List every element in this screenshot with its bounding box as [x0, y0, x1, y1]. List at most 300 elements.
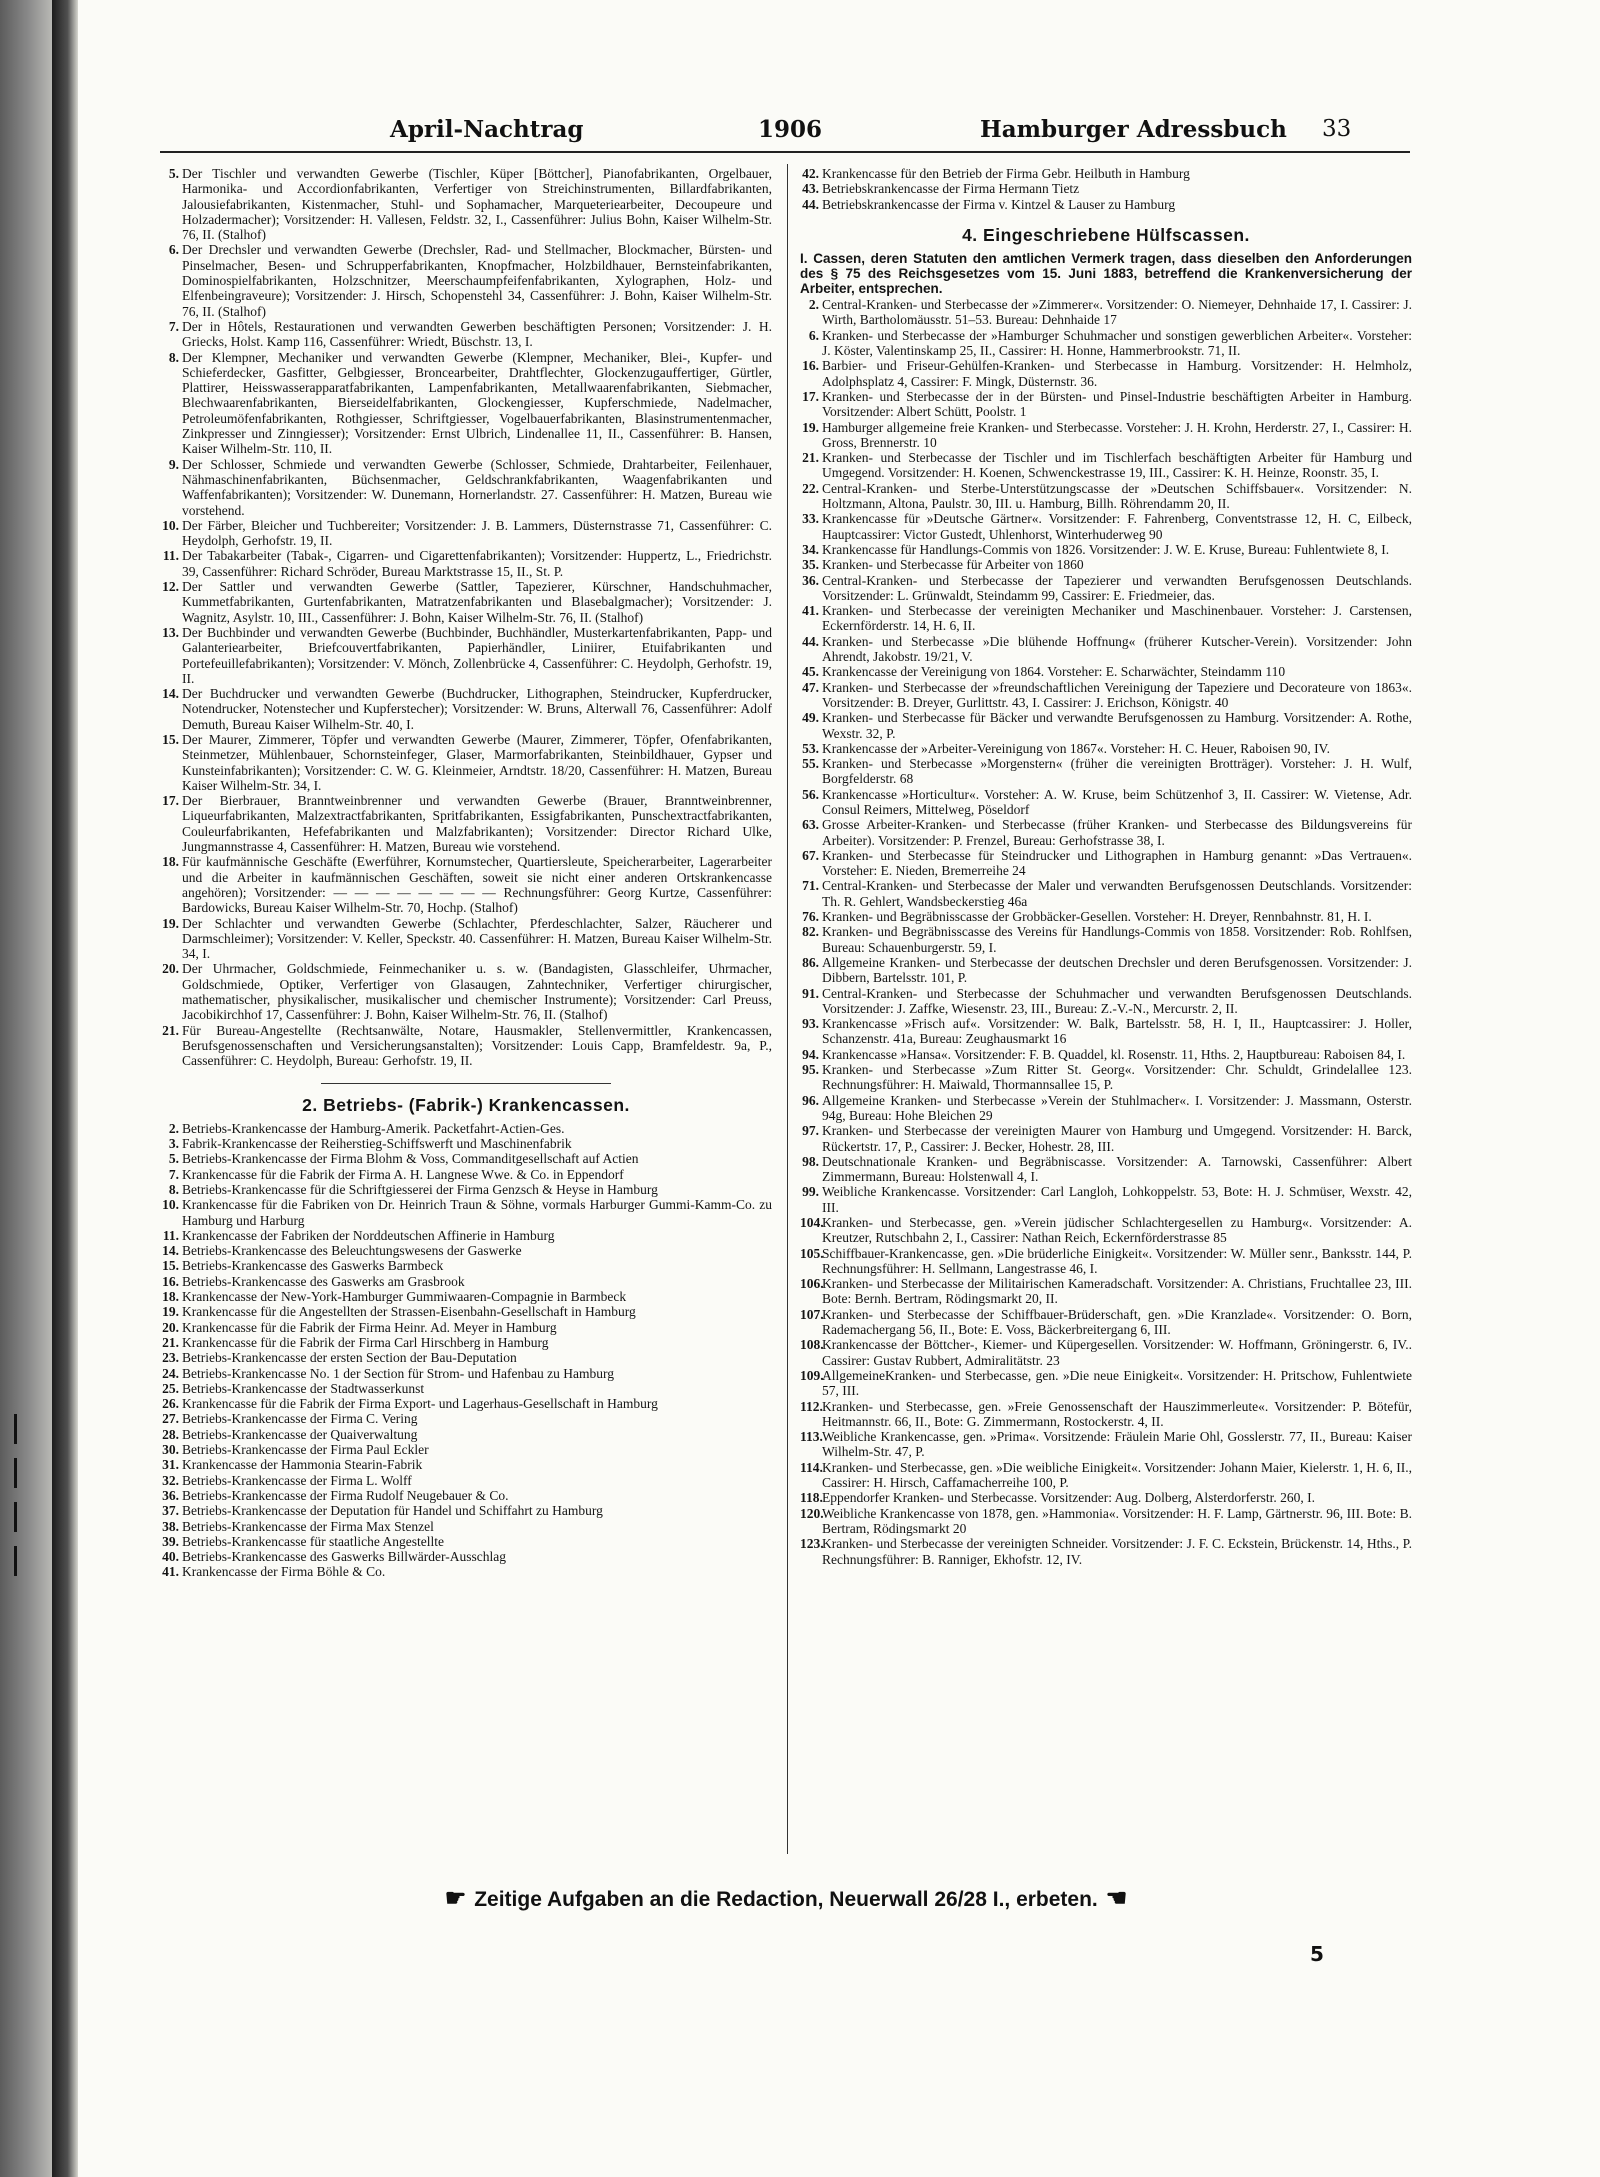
- entry-number: 120.: [800, 1505, 824, 1521]
- list-item: [160, 350, 772, 457]
- list-item: [800, 481, 1412, 512]
- entry-text: Krankencasse der Fabriken der Norddeutschen Affinerie in Hamburg: [182, 1227, 555, 1243]
- list-item: [160, 732, 772, 793]
- entry-text: Central-Kranken- und Sterbecasse der Tapezierer und verwandten Berufsgenossen Deutschlands. Vorsitzender: L. Grünwaldt, Steindamm 99, Cassirer: E. Friedmeier, das.: [822, 572, 1412, 603]
- entry-text: Für Bureau-Angestellte (Rechtsanwälte, Notare, Hausmakler, Stellenvermittler, Krankencassen, Berufsgenossenschaften und Versicherungsanstalten); Vorsitzender: Louis Capp, Bramfeldestr. 9a, P., Cassenführer: C. Heydolph, Bureau: Gerhofstr. 19, II.: [182, 1022, 772, 1069]
- list-item: [160, 1136, 772, 1151]
- entry-number: 37.: [162, 1503, 179, 1519]
- list-item: [160, 1473, 772, 1488]
- list-item: [800, 878, 1412, 909]
- entry-number: 20.: [162, 1319, 179, 1335]
- list-item: [800, 573, 1412, 604]
- list-item: [160, 242, 772, 318]
- entry-number: 14.: [162, 686, 179, 702]
- entry-text: Betriebskrankencasse der Firma v. Kintzel & Lauser zu Hamburg: [822, 196, 1176, 212]
- entry-text: Grosse Arbeiter-Kranken- und Sterbecasse (früher Kranken- und Sterbecasse des Bildungsvereins für Arbeiter). Vorsitzender: P. Frenzel, Bureau: Gerhofstrasse 38, I.: [822, 817, 1412, 848]
- list-item: [160, 1442, 772, 1457]
- entry-text: Krankencasse »Horticultur«. Vorsteher: A. W. Kruse, beim Schützenhof 3, II. Cassirer: W. Vietense, Adr. Consul Reimers, Mittelweg, Pöseldorf: [822, 786, 1412, 817]
- entry-number: 38.: [162, 1518, 179, 1534]
- section-4-title: 4. Eingeschriebene Hülfscassen.: [962, 224, 1250, 245]
- entry-text: Krankencasse »Frisch auf«. Vorsitzender: W. Balk, Bartelsstr. 58, H. I, II., Hauptcassirer: J. Holler, Schanzenstr. 41a, Bureau: Zeughausmarkt 16: [822, 1016, 1412, 1047]
- list-item: [800, 986, 1412, 1017]
- entry-text: Weibliche Krankencasse. Vorsitzender: Carl Langloh, Lohkoppelstr. 53, Bote: H. J. Schmüser, Wexstr. 42, III.: [822, 1184, 1412, 1215]
- entry-number: 42.: [802, 166, 819, 181]
- list-item: [800, 1062, 1412, 1093]
- entry-number: 2.: [168, 1120, 179, 1136]
- entry-number: 21.: [162, 1334, 179, 1350]
- entry-text: Kranken- und Sterbecasse, gen. »Verein jüdischer Schlachtergesellen zu Hamburg«. Vorsitzender: A. Kreutzer, Rutschbahn 2, I., Cassirer: Nathan Reich, Eckernförderstrasse 85: [822, 1215, 1412, 1246]
- entry-number: 49.: [802, 710, 819, 726]
- entry-number: 39.: [162, 1533, 179, 1549]
- entry-number: 6.: [168, 242, 179, 258]
- list-item: [800, 389, 1412, 420]
- list-item: [800, 787, 1412, 818]
- list-item: [160, 319, 772, 350]
- list-item: [800, 197, 1412, 212]
- entry-text: Krankencasse der Böttcher-, Kiemer- und Küpergesellen. Vorsitzender: W. Hoffmann, Gröningerstr. 6, IV.. Cassirer: Gustav Rubbert, Admiralitätstr. 23: [822, 1337, 1412, 1368]
- entry-number: 12.: [162, 579, 179, 595]
- entry-text: Kranken- und Sterbecasse, gen. »Freie Genossenschaft der Hauszimmerleute«. Vorsitzender: P. Bötefür, Heitmannstr. 66, II., Bote: G. Zimmermann, Rostockerstr. 4, II.: [822, 1398, 1412, 1429]
- entry-number: 14.: [162, 1243, 179, 1259]
- list-item: [800, 710, 1412, 741]
- entry-text: Weibliche Krankencasse von 1878, gen. »Hammonia«. Vorsitzender: H. F. Lamp, Gärtnerstr. 96, III. Bote: B. Bertram, Rödingsmarkt 20: [822, 1505, 1412, 1536]
- list-item: [800, 542, 1412, 557]
- entry-text: Krankencasse für die Fabrik der Firma A. H. Langnese Wwe. & Co. in Eppendorf: [182, 1166, 624, 1182]
- list-item: [160, 1519, 772, 1534]
- entry-text: Kranken- und Begräbnisscasse des Vereins für Handlungs-Commis von 1858. Vorsitzender: Rob. Rohlfsen, Bureau: Schauenburgerstr. 59, I.: [822, 924, 1412, 955]
- entry-text: Allgemeine Kranken- und Sterbecasse »Verein der Stuhlmacher«. I. Vorsitzender: J. Massmann, Osterstr. 94g, Bureau: Hohe Bleichen 29: [822, 1092, 1412, 1123]
- entry-number: 55.: [802, 756, 819, 772]
- list-item: [800, 817, 1412, 848]
- list-item: [800, 1506, 1412, 1537]
- entry-number: 27.: [162, 1411, 179, 1427]
- entry-text: Kranken- und Sterbecasse für Bäcker und verwandte Berufsgenossen zu Hamburg. Vorsitzender: A. Rothe, Wexstr. 32, P.: [822, 710, 1412, 741]
- entry-number: 5.: [168, 1151, 179, 1167]
- column-divider: [787, 164, 788, 1854]
- entry-number: 15.: [162, 1258, 179, 1274]
- entry-text: Krankencasse für die Fabrik der Firma Heinr. Ad. Meyer in Hamburg: [182, 1319, 557, 1335]
- entry-number: 53.: [802, 740, 819, 756]
- entry-text: Betriebskrankencasse der Firma Hermann Tietz: [822, 181, 1080, 197]
- entry-text: Central-Kranken- und Sterbecasse der »Zimmerer«. Vorsitzender: O. Niemeyer, Dehnhaide 17, I. Cassirer: J. Wirth, Bartholomäusstr. 51–53. Bureau: Dehnhaide 17: [822, 297, 1412, 328]
- right-column: [800, 166, 1412, 1567]
- entry-text: Central-Kranken- und Sterbecasse der Schuhmacher und verwandten Berufsgenossen Deutschlands. Vorsitzender: J. Zaffke, Wiesenstr. 23, III., Bureau: Z.-V.-N., Mercurstr. 2, II.: [822, 985, 1412, 1016]
- entry-number: 6.: [808, 327, 819, 343]
- entry-text: Betriebs-Krankencasse für die Schriftgiesserei der Firma Genzsch & Heyse in Hamburg: [182, 1182, 658, 1197]
- list-item: [800, 1016, 1412, 1047]
- list-item: [800, 557, 1412, 572]
- list-item: [160, 1274, 772, 1289]
- list-item: [160, 1396, 772, 1411]
- entry-text: Central-Kranken- und Sterbecasse der Maler und verwandten Berufsgenossen Deutschlands. Vorsitzender: Th. R. Gehlert, Wandsbeckerstieg 46a: [822, 878, 1412, 909]
- entry-number: 105.: [800, 1245, 824, 1261]
- entry-number: 63.: [802, 817, 819, 833]
- list-item: [160, 1228, 772, 1243]
- list-item: [160, 166, 772, 242]
- entry-number: 19.: [162, 915, 179, 931]
- entry-number: 34.: [802, 541, 819, 557]
- entry-number: 91.: [802, 985, 819, 1001]
- entry-text: Krankencasse der Firma Böhle & Co.: [182, 1564, 386, 1580]
- entry-text: Kranken- und Sterbecasse der Schiffbauer-Brüderschaft, gen. »Die Kranzlade«. Vorsitzender: O. Born, Rademachergang 56, II., Bote: E. Voss, Bäckerbreitergang 6, III.: [822, 1306, 1412, 1338]
- entry-text: Der Maurer, Zimmerer, Töpfer und verwandten Gewerbe (Maurer, Zimmerer, Töpfer, Ofenfabrikanten, Steinmetzer, Mühlenbauer, Schornsteinfeger, Glaser, Marmorfabrikanten, Steinbildhauer, Gypser und Kunsteinfabrikanten); Vorsitzender: C. W. G. Kleinmeier, Arndtstr. 18/20, Cassenführer: H. Matzen, Bureau Kaiser Wilhelm-Str. 34, I.: [182, 731, 772, 793]
- entry-text: Kranken- und Sterbecasse der vereinigten Maurer von Hamburg und Umgegend. Vorsitzender: H. Barck, Rückertstr. 17, P., Cassirer: J. Becker, Hohestr. 28, III.: [822, 1123, 1412, 1154]
- scan-marks: [10, 1400, 30, 1800]
- entry-text: Der Uhrmacher, Goldschmiede, Feinmechaniker u. s. w. (Bandagisten, Glasschleifer, Uhrmacher, Goldschmiede, Optiker, Verfertiger von Glasaugen, Zahntechniker, Verfertiger chirurgischer, mathematischer, physikalischer, musikalischer und chemischer Instrumente); Vorsitzender: Carl Preuss, Jacobikirchhof 17, Cassenführer: J. Bohn, Kaiser Wilhelm-Str. 76, II. (Stalhof): [182, 961, 772, 1023]
- list-item: [160, 686, 772, 732]
- footer-notice: Zeitige Aufgaben an die Redaction, Neuerwall 26/28 I., erbeten.: [474, 1888, 1098, 1911]
- entry-text: Kranken- und Sterbecasse der »freundschaftlichen Vereinigung der Tapeziere und Decorateure von 1863«. Vorsitzender: B. Dreyer, Gurlittstr. 43, I. Cassirer: J. Erichson, Königstr. 40: [822, 679, 1412, 710]
- list-item: [800, 1184, 1412, 1215]
- entry-text: Der Färber, Bleicher und Tuchbereiter; Vorsitzender: J. B. Lammers, Düsternstrasse 71, Cassenführer: C. Heydolph, Gerhofstr. 19, II.: [182, 517, 772, 549]
- book-binding: [52, 0, 78, 2177]
- page-number: 33: [1322, 116, 1352, 142]
- entry-number: 30.: [162, 1442, 179, 1458]
- list-item: [160, 1243, 772, 1258]
- entry-number: 32.: [162, 1472, 179, 1488]
- list-item: [160, 1564, 772, 1579]
- huelfscassen-list: [800, 297, 1412, 1567]
- entry-number: 106.: [800, 1276, 824, 1292]
- list-item: [800, 420, 1412, 451]
- entry-text: Kranken- und Sterbecasse »Zum Ritter St. Georg«. Vorsitzender: Chr. Schuldt, Grindelallee 123. Rechnungsführer: H. Maiwald, Thormannsallee 15, P.: [822, 1062, 1412, 1093]
- entry-text: Der Schlosser, Schmiede und verwandten Gewerbe (Schlosser, Schmiede, Drahtarbeiter, Feilenhauer, Nähmaschinenfabrikanten, Büchsenmacher, Geldschrankfabrikanten, Waagenfabrikanten und Waffenfabrikanten); Vorsitzender: W. Dunemann, Hornerlandstr. 27. Cassenführer: H. Matzen, Bureau wie vorstehend.: [182, 456, 772, 518]
- list-item: [800, 1429, 1412, 1460]
- list-item: [800, 1093, 1412, 1124]
- list-item: [160, 1549, 772, 1564]
- list-item: [800, 1337, 1412, 1368]
- entry-text: Kranken- und Sterbecasse »Die blühende Hoffnung« (früherer Kutscher-Verein). Vorsitzender: John Ahrendt, Jakobstr. 19/21, V.: [822, 633, 1412, 665]
- entry-text: Betriebs-Krankencasse der Firma C. Vering: [182, 1411, 418, 1427]
- list-item: [160, 1457, 772, 1472]
- entry-text: Der Drechsler und verwandten Gewerbe (Drechsler, Rad- und Stellmacher, Blockmacher, Bürsten- und Pinselmacher, Besen- und Schrupperfabrikanten, Knopfmacher, Holzbildhauer, Bernsteinfabrikanten, Dominospielfabrikanten, Holzschnitzer, Meerschaumpfeifenfabrikanten, Xylographen, Holz- und Elfenbeingraveure); Vorsitzender: J. Hirsch, Schopenstehl 34, Cassenführer: J. Bohn, Kaiser Wilhelm-Str. 76, II. (Stalhof): [182, 242, 772, 319]
- entry-text: Der Bierbrauer, Branntweinbrenner und verwandten Gewerbe (Brauer, Branntweinbrenner, Liqueurfabrikanten, Malzextractfabrikanten, Spritfabrikanten, Essigfabrikanten, Punschextractfabrikanten, Couleurfabrikanten, Hefefabrikanten und Malzfabrikanten); Vorsitzender: Director Richard Ulke, Jungmannstrasse 4, Cassenführer: H. Matzen, Bureau wie vorstehend.: [182, 793, 772, 855]
- pointing-hand-icon: ☛: [444, 1885, 467, 1912]
- list-item: [800, 741, 1412, 756]
- list-item: [800, 511, 1412, 542]
- list-item: [160, 854, 772, 915]
- entry-number: 21.: [162, 1022, 179, 1038]
- entry-number: 3.: [168, 1136, 179, 1152]
- header-year: 1906: [758, 116, 823, 143]
- entry-number: 41.: [162, 1564, 179, 1580]
- list-item: [800, 634, 1412, 665]
- entry-text: Krankencasse »Hansa«. Vorsitzender: F. B. Quaddel, kl. Rosenstr. 11, Hths. 2, Hauptbureau: Raboisen 84, I.: [822, 1046, 1406, 1062]
- list-item: [800, 848, 1412, 879]
- list-item: [160, 1121, 772, 1136]
- header-issue: April-Nachtrag: [390, 116, 584, 143]
- entry-number: 107.: [800, 1306, 824, 1322]
- page-header: [300, 112, 1400, 148]
- entry-number: 17.: [802, 388, 819, 404]
- entry-number: 108.: [800, 1337, 824, 1353]
- entry-number: 35.: [802, 557, 819, 573]
- entry-text: Kranken- und Sterbecasse »Morgenstern« (früher die vereinigten Brotträger). Vorsteher: J. H. Wulf, Borgfelderstr. 68: [822, 756, 1412, 787]
- entry-text: Betriebs-Krankencasse für staatliche Angestellte: [182, 1533, 445, 1549]
- entry-text: Betriebs-Krankencasse des Beleuchtungswesens der Gaswerke: [182, 1243, 522, 1259]
- entry-number: 8.: [168, 349, 179, 365]
- list-item: [800, 955, 1412, 986]
- entry-text: Der Sattler und verwandten Gewerbe (Sattler, Tapezierer, Kürschner, Handschuhmacher, Kummetfabrikanten, Gurtenfabrikanten, Matratzenfabrikanten und Blasebalgmacher); Vorsitzender: J. Wagnitz, Asylstr. 10, III., Cassenführer: J. Bohn, Kaiser Wilhelm-Str. 76, II. (Stalhof): [182, 579, 772, 625]
- entry-number: 95.: [802, 1062, 819, 1078]
- section-4-intro: I. Cassen, deren Statuten den amtlichen Vermerk tragen, dass dieselben den Anforderungen des § 75 des Reichsgesetzes vom 15. Juni 1883, betreffend die Krankenversicherung der Arbeiter, entsprechen.: [800, 251, 1412, 297]
- entry-text: Krankencasse für »Deutsche Gärtner«. Vorsitzender: F. Fahrenberg, Conventstrasse 12, H. C, Eilbeck, Hauptcassirer: Victor Gustedt, Uhlenhorst, Winterhuderweg 90: [822, 511, 1412, 542]
- entry-number: 44.: [802, 196, 819, 212]
- ortskrankencassen-list: [160, 166, 772, 1069]
- list-item: [160, 579, 772, 625]
- entry-text: Kranken- und Begräbnisscasse der Grobbäcker-Gesellen. Vorsteher: H. Dreyer, Rennbahnstr. 81, H. I.: [822, 909, 1372, 925]
- header-rule: [160, 151, 1410, 153]
- entry-text: Hamburger allgemeine freie Kranken- und Sterbecasse. Vorsteher: J. H. Krohn, Herderstr. 27, I., Cassirer: H. Gross, Brennerstr. 10: [822, 419, 1412, 450]
- entry-number: 76.: [802, 909, 819, 925]
- entry-number: 36.: [162, 1487, 179, 1503]
- list-item: [160, 1534, 772, 1549]
- list-item: [800, 450, 1412, 481]
- entry-text: Kranken- und Sterbecasse, gen. »Die weibliche Einigkeit«. Vorsitzender: Johann Maier, Kielerstr. 1, H. 6, II., Cassirer: H. Hirsch, Caffamacherreihe 100, P.: [822, 1459, 1412, 1491]
- entry-number: 41.: [802, 603, 819, 619]
- printer-signature: 5: [1310, 1942, 1324, 1966]
- entry-number: 19.: [802, 419, 819, 435]
- entry-text: Allgemeine Kranken- und Sterbecasse der deutschen Drechsler und deren Berufsgenossen. Vorsitzender: J. Dibbern, Bartelsstr. 101, P.: [822, 954, 1412, 986]
- list-item: [160, 1151, 772, 1166]
- entry-text: Schiffbauer-Krankencasse, gen. »Die brüderliche Einigkeit«. Vorsitzender: W. Müller senr., Banksstr. 144, P. Rechnungsführer: H. Sellmann, Langestrasse 46, I.: [822, 1245, 1412, 1276]
- entry-number: 10.: [162, 1197, 179, 1213]
- entry-number: 17.: [162, 793, 179, 809]
- list-item: [160, 1320, 772, 1335]
- entry-text: Krankencasse der Vereinigung von 1864. Vorsteher: E. Scharwächter, Steindamm 110: [822, 664, 1286, 680]
- entry-number: 44.: [802, 633, 819, 649]
- pointing-hand-left-icon: ☚: [1105, 1885, 1128, 1912]
- entry-number: 56.: [802, 786, 819, 802]
- entry-number: 2.: [808, 297, 819, 313]
- list-item: [800, 756, 1412, 787]
- entry-text: Der Klempner, Mechaniker und verwandten Gewerbe (Klempner, Mechaniker, Blei-, Kupfer- und Schieferdecker, Gasfitter, Gelbgiesser, Broncearbeiter, Drahtflechter, Glockenzugauffertiger, Gürtler, Plattirer, Heisswasserapparatfabrikanten, Lampenfabrikanten, Metallwaarenfabrikanten, Siebmacher, Blechwaarenfabrikanten, Bierseidelfabrikanten, Glockengiesser, Kupferschmiede, Nadelmacher, Petroleumöfenfabrikanten, Rothgiesser, Schriftgiesser, Vogelbauerfabrikanten, Blasinstrumentenmacher, Zinkpresser und Zinngiesser); Vorsitzender: Ernst Ulbrich, Lindenallee 11, II., Cassenführer: B. Hansen, Kaiser Wilhelm-Str. 110, II.: [182, 349, 772, 457]
- list-item: [800, 909, 1412, 924]
- page-footer: [160, 1884, 1412, 1913]
- list-item: [800, 358, 1412, 389]
- list-item: [800, 297, 1412, 328]
- entry-number: 109.: [800, 1367, 824, 1383]
- entry-number: 13.: [162, 624, 179, 640]
- entry-text: Der Tischler und verwandten Gewerbe (Tischler, Küper [Böttcher], Pianofabrikanten, Orgelbauer, Harmonika- und Accordionfabrikanten, Verfertiger von Streichinstrumenten, Billardfabrikanten, Jalousiefabrikanten, Kistenmacher, Stuhl- und Sophamacher, Marqueteriearbeiter, Decoupeure und Holzadermacher); Vorsitzender: H. Vallesen, Feldstr. 32, I., Cassenführer: Julius Bohn, Kaiser Wilhelm-Str. 76, II. (Stalhof): [182, 166, 772, 243]
- entry-number: 18.: [162, 854, 179, 870]
- entry-number: 118.: [800, 1490, 823, 1506]
- list-item: [800, 1536, 1412, 1567]
- entry-number: 45.: [802, 664, 819, 680]
- entry-text: Betriebs-Krankencasse der ersten Section der Bau-Deputation: [182, 1350, 517, 1366]
- entry-number: 104.: [800, 1215, 824, 1230]
- entry-number: 21.: [802, 450, 819, 466]
- list-item: [160, 1488, 772, 1503]
- entry-text: Betriebs-Krankencasse der Stadtwasserkunst: [182, 1380, 425, 1396]
- entry-number: 11.: [162, 548, 179, 564]
- entry-text: Krankencasse für die Angestellten der Strassen-Eisenbahn-Gesellschaft in Hamburg: [182, 1304, 636, 1320]
- entry-text: Für kaufmännische Geschäfte (Ewerführer, Kornumstecher, Quartiersleute, Speicherarbeiter, Lagerarbeiter und die Arbeiter in kaufmännischen Geschäften, soweit sie nicht einer anderen Ortskrankencasse angehören); Vorsitzender: — — — — — — — — Rechnungsführer: Georg Kurtze, Cassenführer: Bardowicks, Bureau Kaiser Wilhelm-Str. 70, Hochp. (Stalhof): [182, 854, 772, 916]
- entry-text: Kranken- und Sterbecasse für Arbeiter von 1860: [822, 557, 1084, 573]
- entry-number: 22.: [802, 480, 819, 496]
- list-item: [800, 664, 1412, 679]
- entry-number: 7.: [168, 1166, 179, 1182]
- list-item: [160, 1304, 772, 1319]
- list-item: [160, 961, 772, 1022]
- list-item: [800, 603, 1412, 634]
- entry-text: Fabrik-Krankencasse der Reiherstieg-Schiffswerft und Maschinenfabrik: [182, 1136, 572, 1152]
- list-item: [160, 1182, 772, 1197]
- entry-number: 24.: [162, 1365, 179, 1381]
- entry-number: 112.: [800, 1398, 823, 1414]
- entry-number: 67.: [802, 847, 819, 863]
- entry-number: 16.: [802, 358, 819, 374]
- entry-number: 33.: [802, 511, 819, 527]
- list-item: [800, 1490, 1412, 1505]
- entry-number: 11.: [162, 1227, 179, 1243]
- entry-text: AllgemeineKranken- und Sterbecasse, gen. »Die neue Einigkeit«. Vorsitzender: H. Pritschow, Fuhlentwiete 57, III.: [822, 1367, 1412, 1399]
- list-item: [160, 625, 772, 686]
- entry-text: Betriebs-Krankencasse der Firma Rudolf Neugebauer & Co.: [182, 1487, 509, 1503]
- entry-number: 8.: [168, 1182, 179, 1197]
- list-item: [160, 793, 772, 854]
- entry-text: Kranken- und Sterbecasse der vereinigten Mechaniker und Maschinenbauer. Vorsteher: J. Carstensen, Eckernförderstr. 14, H. 6, II.: [822, 603, 1412, 634]
- entry-number: 82.: [802, 924, 819, 940]
- list-item: [800, 1246, 1412, 1277]
- list-item: [800, 1368, 1412, 1399]
- list-item: [160, 1366, 772, 1381]
- entry-text: Betriebs-Krankencasse der Deputation für Handel und Schiffahrt zu Hamburg: [182, 1503, 603, 1519]
- entry-number: 15.: [162, 731, 179, 747]
- entry-text: Betriebs-Krankencasse der Firma Max Stenzel: [182, 1518, 434, 1534]
- entry-number: 97.: [802, 1123, 819, 1139]
- entry-number: 20.: [162, 961, 179, 977]
- header-title: Hamburger Adressbuch: [980, 116, 1287, 143]
- entry-number: 113.: [800, 1429, 823, 1445]
- entry-text: Der Schlachter und verwandten Gewerbe (Schlachter, Pferdeschlachter, Salzer, Räucherer und Darmschleimer); Vorsitzender: V. Keller, Speckstr. 40. Cassenführer: H. Matzen, Bureau Kaiser Wilhelm-Str. 34, I.: [182, 915, 772, 962]
- list-item: [160, 548, 772, 579]
- entry-number: 28.: [162, 1426, 179, 1442]
- entry-number: 7.: [168, 318, 179, 334]
- entry-text: Eppendorfer Kranken- und Sterbecasse. Vorsitzender: Aug. Dolberg, Alsterdorferstr. 260, I.: [822, 1490, 1316, 1506]
- entry-text: Kranken- und Sterbecasse der Tischler und im Tischlerfach beschäftigten Arbeiter für Hamburg und Umgegend. Vorsitzender: H. Koenen, Schwenckestrasse 19, III., Cassirer: K. H. Heinze, Roonstr. 35, I.: [822, 450, 1412, 481]
- entry-text: Betriebs-Krankencasse des Gaswerks Billwärder-Ausschlag: [182, 1549, 506, 1565]
- entry-text: Betriebs-Krankencasse der Hamburg-Amerik. Packetfahrt-Actien-Ges.: [182, 1120, 565, 1136]
- list-item: [160, 1167, 772, 1182]
- entry-text: Krankencasse der Hammonia Stearin-Fabrik: [182, 1457, 423, 1473]
- entry-number: 123.: [800, 1536, 824, 1552]
- entry-number: 23.: [162, 1350, 179, 1366]
- entry-number: 16.: [162, 1273, 179, 1289]
- entry-number: 93.: [802, 1016, 819, 1032]
- list-item: [160, 1350, 772, 1365]
- entry-number: 10.: [162, 517, 179, 533]
- entry-text: Kranken- und Sterbecasse der Militairischen Kameradschaft. Vorsitzender: A. Christians, Fruchtallee 23, III. Bote: Bernh. Bertram, Rödingsmarkt 20, II.: [822, 1276, 1412, 1307]
- entry-number: 96.: [802, 1092, 819, 1108]
- entry-number: 71.: [802, 878, 819, 894]
- list-item: [800, 1307, 1412, 1338]
- entry-text: Der Buchbinder und verwandten Gewerbe (Buchbinder, Buchhändler, Musterkartenfabrikanten, Papp- und Galanteriearbeiter, Briefcouvertfabrikanten, Papierhändler, Liniirer, Etuifabrikanten und Portefeuillefabrikanten); Vorsitzender: V. Mönch, Zollenbrücke 4, Cassenführer: C. Heydolph, Gerhofstr. 19, II.: [182, 624, 772, 686]
- entry-text: Der Buchdrucker und verwandten Gewerbe (Buchdrucker, Lithographen, Steindrucker, Kupferdrucker, Notendrucker, Notenstecher und Kupferstecher); Vorsitzender: W. Bruns, Alterwall 76, Cassenführer: Adolf Demuth, Bureau Kaiser Wilhelm-Str. 40, I.: [182, 686, 772, 732]
- section-2-title: 2. Betriebs- (Fabrik-) Krankencassen.: [302, 1094, 630, 1115]
- list-item: [160, 457, 772, 518]
- entry-text: Der Tabakarbeiter (Tabak-, Cigarren- und Cigarettenfabrikanten); Vorsitzender: Huppertz, L., Friedrichstr. 39, Cassenführer: Richard Schröder, Bureau Marktstrasse 15, II., St. P.: [182, 548, 772, 579]
- list-item: [800, 924, 1412, 955]
- list-item: [160, 518, 772, 549]
- left-column: [160, 166, 772, 1580]
- list-item: [160, 1258, 772, 1273]
- list-item: [160, 1335, 772, 1350]
- list-item: [160, 1411, 772, 1426]
- entry-text: Krankencasse der New-York-Hamburger Gummiwaaren-Compagnie in Barmbeck: [182, 1289, 627, 1305]
- entry-number: 86.: [802, 954, 819, 970]
- list-item: [800, 1154, 1412, 1185]
- entry-text: Der in Hôtels, Restaurationen und verwandten Gewerben beschäftigten Personen; Vorsitzender: J. H. Griecks, Holst. Kamp 116, Cassenführer: Wriedt, Büschstr. 13, I.: [182, 318, 772, 350]
- list-item: [160, 1427, 772, 1442]
- entry-text: Betriebs-Krankencasse No. 1 der Section für Strom- und Hafenbau zu Hamburg: [182, 1365, 614, 1381]
- entry-text: Betriebs-Krankencasse des Gaswerks Barmbeck: [182, 1258, 444, 1274]
- betriebskrankencassen-list: [160, 1121, 772, 1580]
- entry-text: Weibliche Krankencasse, gen. »Prima«. Vorsitzende: Fräulein Marie Ohl, Gosslerstr. 77, II., Bureau: Kaiser Wilhelm-Str. 47, P.: [822, 1429, 1412, 1460]
- entry-number: 36.: [802, 572, 819, 588]
- entry-number: 114.: [800, 1459, 823, 1475]
- entry-text: Central-Kranken- und Sterbe-Unterstützungscasse der »Deutschen Schiffsbauer«. Vorsitzender: N. Holtzmann, Altona, Paulstr. 30, III. u. Hamburg, Billh. Röhrendamm 20, II.: [822, 480, 1412, 512]
- entry-text: Barbier- und Friseur-Gehülfen-Kranken- und Sterbecasse in Hamburg. Vorsitzender: H. Helmholz, Adolphsplatz 4, Cassirer: F. Mingk, Düsternstr. 36.: [822, 358, 1412, 389]
- entry-number: 19.: [162, 1304, 179, 1320]
- list-item: [160, 1197, 772, 1228]
- entry-text: Betriebs-Krankencasse der Firma Blohm & Voss, Commanditgesellschaft auf Actien: [182, 1151, 639, 1167]
- list-item: [800, 1399, 1412, 1430]
- entry-number: 9.: [168, 456, 179, 472]
- entry-number: 31.: [162, 1457, 179, 1473]
- list-item: [800, 1047, 1412, 1062]
- list-item: [800, 328, 1412, 359]
- entry-text: Krankencasse für die Fabrik der Firma Export- und Lagerhaus-Gesellschaft in Hamburg: [182, 1396, 658, 1412]
- betriebskrankencassen-list-continued: [800, 166, 1412, 212]
- entry-text: Betriebs-Krankencasse des Gaswerks am Grasbrook: [182, 1273, 465, 1289]
- entry-number: 47.: [802, 679, 819, 695]
- entry-text: Betriebs-Krankencasse der Quaiverwaltung: [182, 1426, 418, 1442]
- list-item: [800, 1215, 1412, 1246]
- list-item: [160, 1023, 772, 1069]
- list-item: [160, 916, 772, 962]
- entry-text: Kranken- und Sterbecasse der in der Bürsten- und Pinsel-Industrie beschäftigten Arbeiter in Hamburg. Vorsitzender: Albert Schütt, Poolstr. 1: [822, 388, 1412, 420]
- list-item: [800, 1276, 1412, 1307]
- list-item: [800, 166, 1412, 181]
- entry-text: Kranken- und Sterbecasse der vereinigten Schneider. Vorsitzender: J. F. C. Eckstein, Brückenstr. 14, Hths., P. Rechnungsführer: B. Ranniger, Ekhofstr. 12, IV.: [822, 1536, 1412, 1567]
- entry-number: 43.: [802, 181, 819, 197]
- list-item: [800, 1123, 1412, 1154]
- entry-text: Betriebs-Krankencasse der Firma L. Wolff: [182, 1472, 412, 1488]
- entry-number: 5.: [168, 166, 179, 181]
- entry-number: 98.: [802, 1153, 819, 1169]
- scan-background-left: [0, 0, 52, 2177]
- entry-text: Krankencasse für die Fabriken von Dr. Heinrich Traun & Söhne, vormals Harburger Gummi-Kamm-Co. zu Hamburg und Harburg: [182, 1197, 772, 1228]
- entry-number: 18.: [162, 1289, 179, 1305]
- list-item: [800, 1460, 1412, 1491]
- list-item: [160, 1381, 772, 1396]
- list-item: [800, 680, 1412, 711]
- entry-number: 25.: [162, 1380, 179, 1396]
- list-item: [160, 1289, 772, 1304]
- entry-text: Krankencasse der »Arbeiter-Vereinigung von 1867«. Vorsteher: H. C. Heuer, Raboisen 90, IV.: [822, 740, 1330, 756]
- section-separator: [321, 1083, 611, 1084]
- entry-text: Krankencasse für die Fabrik der Firma Carl Hirschberg in Hamburg: [182, 1334, 549, 1350]
- entry-number: 40.: [162, 1549, 179, 1565]
- list-item: [160, 1503, 772, 1518]
- entry-text: Kranken- und Sterbecasse für Steindrucker und Lithographen in Hamburg genannt: »Das Vertrauen«. Vorsteher: E. Nieden, Bremerreihe 24: [822, 847, 1412, 879]
- list-item: [800, 181, 1412, 196]
- entry-number: 26.: [162, 1396, 179, 1412]
- entry-number: 99.: [802, 1184, 819, 1200]
- entry-text: Betriebs-Krankencasse der Firma Paul Eckler: [182, 1442, 429, 1458]
- entry-text: Krankencasse für Handlungs-Commis von 1826. Vorsitzender: J. W. E. Kruse, Bureau: Fuhlentwiete 8, I.: [822, 541, 1390, 557]
